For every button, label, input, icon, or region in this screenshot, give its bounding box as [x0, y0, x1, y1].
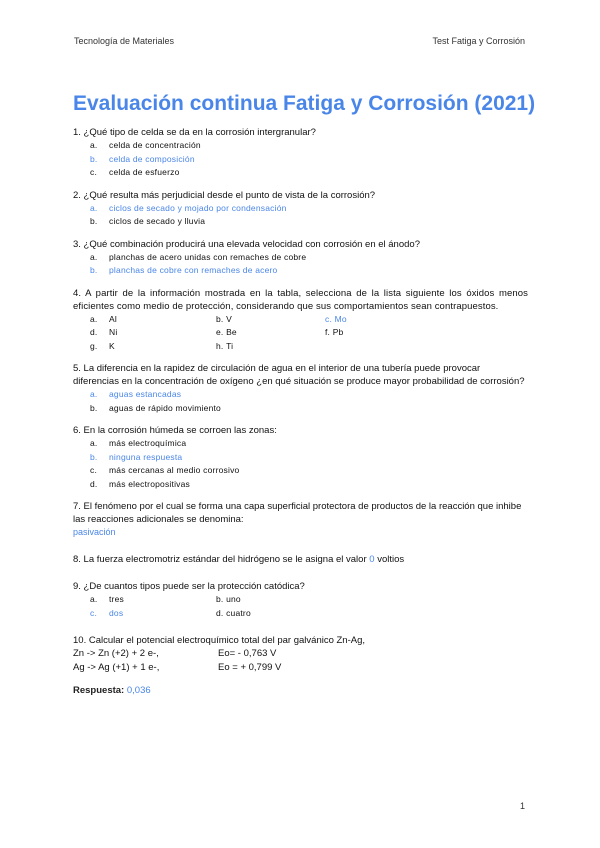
option-b-answer: b. planchas de cobre con remaches de acero: [90, 265, 278, 275]
option-c-answer: c. dos: [90, 607, 124, 618]
question-8: 8. La fuerza electromotriz estándar del hidrógeno se le asigna el valor 0 voltios: [73, 554, 405, 565]
option-b-answer: b. celda de composición: [90, 153, 195, 164]
question-7: [73, 500, 528, 539]
question-text: 2. ¿Qué resulta más perjudicial desde el punto de vista de la corrosión?: [73, 189, 376, 201]
option-c: c. celda de esfuerzo: [90, 167, 180, 177]
option-d: d. Ni: [90, 327, 118, 337]
page-title: Evaluación continua Fatiga y Corrosión (2021): [73, 92, 536, 115]
option-a-answer: a. ciclos de secado y mojado por condensación: [90, 202, 287, 213]
question-list: [73, 126, 528, 705]
question-9: [73, 580, 528, 620]
answer-text: 0: [369, 554, 375, 565]
question-text: 8. La fuerza electromotriz estándar del hidrógeno se le asigna el valor: [73, 554, 370, 565]
question-5: [73, 362, 528, 415]
question-6: [73, 424, 528, 491]
options-grid: [90, 313, 528, 354]
question-text: 9. ¿De cuantos tipos puede ser la protección catódica?: [73, 581, 305, 592]
answer-text: pasivación: [73, 527, 116, 537]
answer-text: 0,036: [126, 685, 151, 696]
option-f: f. Pb: [325, 327, 344, 337]
equation-zn: Zn -> Zn (+2) + 2 e-, Eo= - 0,763 V: [73, 648, 277, 659]
question-10: [73, 634, 528, 696]
option-b: b. aguas de rápido movimiento: [90, 402, 221, 413]
question-text: 4. A partir de la información mostrada en la tabla, selecciona de la lista siguiente los óxidos menos eficientes como medio de protección, considerando que sus comportamientos sean contrapuestos.: [73, 287, 528, 312]
options-grid: [90, 593, 528, 620]
option-c-answer: c. Mo: [325, 313, 347, 324]
answer-row: [73, 685, 528, 696]
option-d: d. cuatro: [216, 607, 251, 618]
option-a-answer: a. aguas estancadas: [90, 389, 182, 399]
option-a: a. más electroquímica: [90, 438, 187, 448]
question-text: 1. ¿Qué tipo de celda se da en la corrosión intergranular?: [73, 127, 316, 138]
option-b-answer: b. ninguna respuesta: [90, 451, 183, 462]
option-a: a. planchas de acero unidas con remaches de cobre: [90, 251, 307, 262]
option-c: c. más cercanas al medio corrosivo: [90, 465, 240, 475]
question-text: 3. ¿Qué combinación producirá una elevada velocidad con corrosión en el ánodo?: [73, 238, 420, 250]
option-e: e. Be: [216, 327, 237, 337]
question-text: 6. En la corrosión húmeda se corroen las zonas:: [73, 425, 277, 436]
question-1: [73, 126, 528, 180]
option-b: b. uno: [216, 594, 241, 604]
equation-ag: Ag -> Ag (+1) + 1 e-, Eo = + 0,799 V: [73, 662, 282, 673]
page-number: 1: [519, 801, 525, 811]
question-4: [73, 287, 528, 354]
option-d: d. más electropositivas: [90, 478, 191, 489]
question-2: [73, 189, 528, 229]
question-text: 7. El fenómeno por el cual se forma una capa superficial protectora de productos de la reacción que inhibe las reacciones adicionales se denomina:: [73, 501, 522, 525]
question-3: [73, 238, 528, 278]
question-text: 10. Calcular el potencial electroquímico total del par galvánico Zn-Ag,: [73, 635, 366, 646]
option-a: a. celda de concentración: [90, 140, 201, 150]
option-h: h. Ti: [216, 340, 234, 351]
option-b: b. ciclos de secado y lluvia: [90, 216, 206, 226]
header-left: Tecnología de Materiales: [74, 36, 175, 46]
question-text: 5. La diferencia en la rapidez de circulación de agua en el interior de una tubería puede provocar diferencias en la concentración de oxígeno ¿en qué situación se produce mayor probabilidad de corrosión?: [73, 363, 525, 387]
option-a: a. Al: [90, 313, 117, 324]
option-a: a. tres: [90, 594, 124, 604]
header-right: Test Fatiga y Corrosión: [432, 36, 525, 46]
option-g: g. K: [90, 340, 115, 351]
answer-label: Respuesta:: [73, 685, 125, 696]
option-b: b. V: [216, 313, 232, 324]
